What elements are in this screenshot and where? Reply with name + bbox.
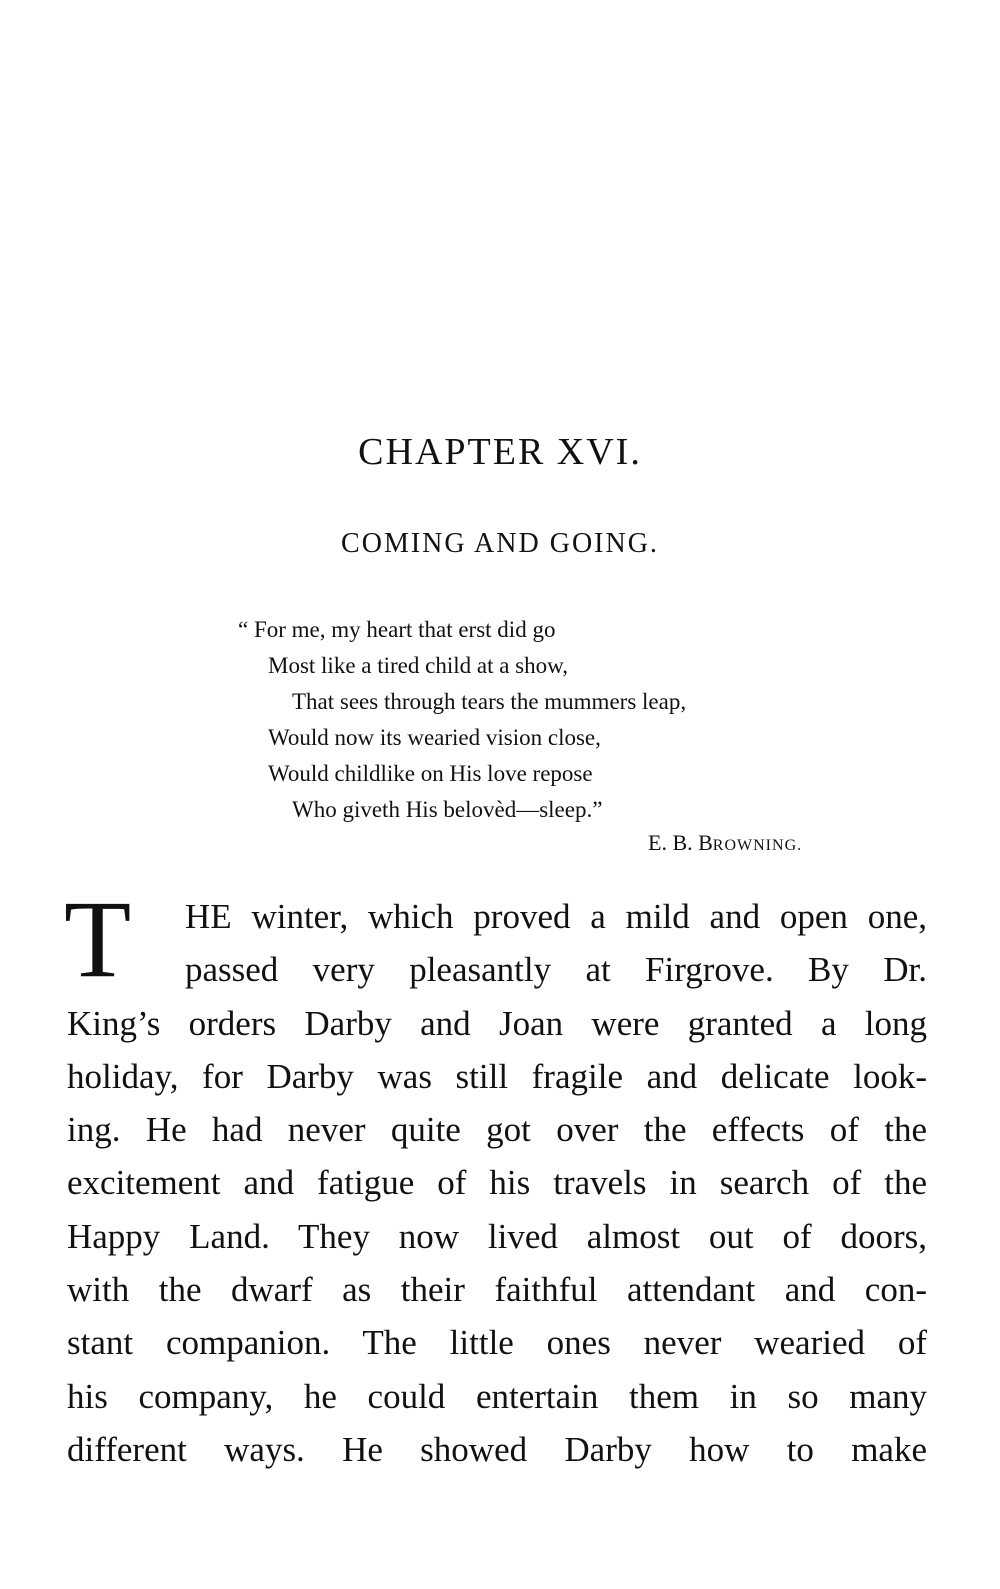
epigraph-line: Would now its wearied vision close, [268,725,601,750]
body-line: HE winter, which proved a mild and open one, [185,897,927,936]
epigraph-line: Who giveth His belovèd—sleep.” [292,797,603,822]
body-paragraph [67,890,927,1476]
body-line: passed very pleasantly at Firgrove. By Dr. [185,950,927,990]
attribution-surname-rest: ROWNING. [712,837,803,854]
epigraph-line: Would childlike on His love repose [268,761,593,786]
epigraph [238,612,686,828]
body-line: with the dwarf as their faithful attendant and con- [67,1270,927,1310]
epigraph-attribution [648,830,802,856]
body-line: ing. He had never quite got over the effects of the [67,1110,927,1150]
epigraph-line: That sees through tears the mummers leap, [292,689,687,714]
epigraph-line: Most like a tired child at a show, [268,653,568,678]
body-line: excitement and fatigue of his travels in search of the [67,1163,927,1203]
drop-cap: T [64,878,132,1000]
epigraph-line: “ For me, my heart that erst did go [238,617,556,642]
body-line: stant companion. The little ones never wearied of [67,1323,927,1363]
body-line: Happy Land. They now lived almost out of doors, [67,1216,927,1256]
attribution-initials: E. B. B [648,830,713,855]
body-line: different ways. He showed Darby how to make [67,1429,927,1469]
body-line: King’s orders Darby and Joan were granted a long [67,1003,927,1043]
body-line: his company, he could entertain them in so many [67,1376,927,1416]
body-line: holiday, for Darby was still fragile and delicate look- [67,1056,927,1096]
chapter-title: CHAPTER XVI. [358,431,642,473]
chapter-subtitle: COMING AND GOING. [341,528,659,559]
